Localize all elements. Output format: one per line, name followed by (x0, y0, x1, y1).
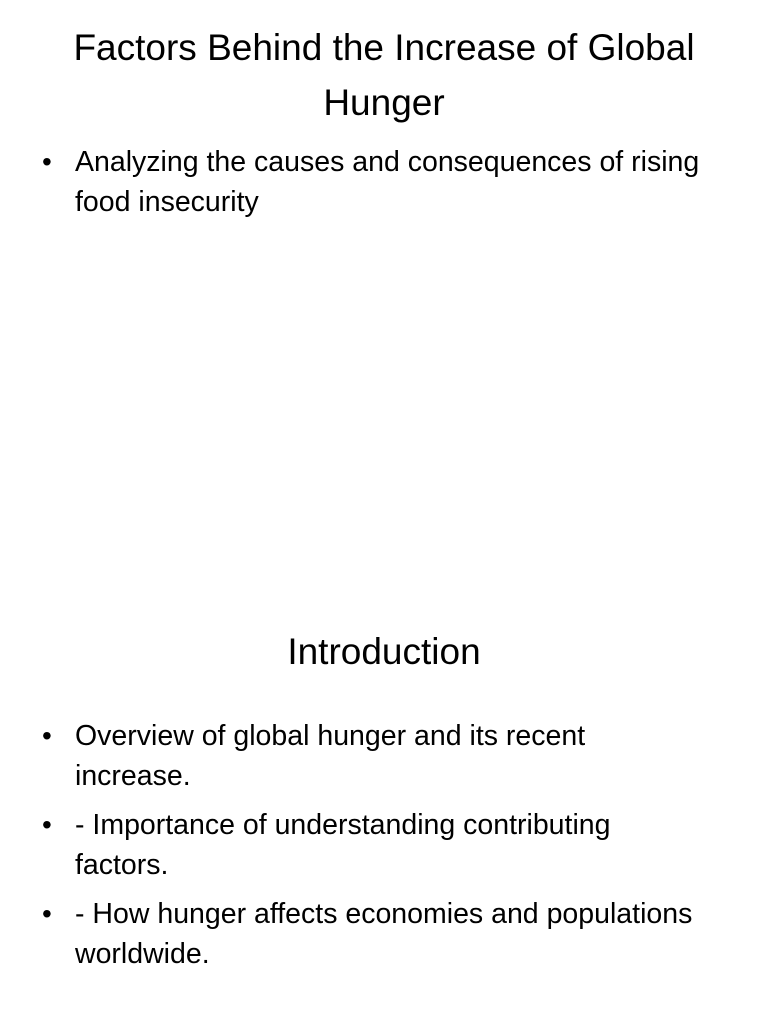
bullet-text: - Importance of understanding contributing factors. (75, 809, 611, 881)
bullet-item (40, 894, 700, 974)
bullet-icon: • (42, 146, 52, 177)
bullet-item (40, 142, 700, 222)
slide-title-heading: Factors Behind the Increase of Global Hunger (73, 27, 695, 123)
bullet-icon: • (42, 720, 52, 751)
slide-bullet-list (40, 142, 700, 231)
bullet-text: Overview of global hunger and its recent increase. (75, 720, 586, 792)
bullet-icon: • (42, 898, 52, 929)
slide-bullet-list (40, 716, 700, 983)
bullet-item (40, 805, 700, 885)
bullet-icon: • (42, 809, 52, 840)
slide-introduction (0, 576, 768, 1024)
slide-introduction-heading: Introduction (287, 631, 481, 672)
bullet-text: - How hunger affects economies and populations worldwide. (75, 898, 693, 970)
bullet-item (40, 716, 700, 796)
bullet-text: Analyzing the causes and consequences of rising food insecurity (75, 146, 700, 218)
